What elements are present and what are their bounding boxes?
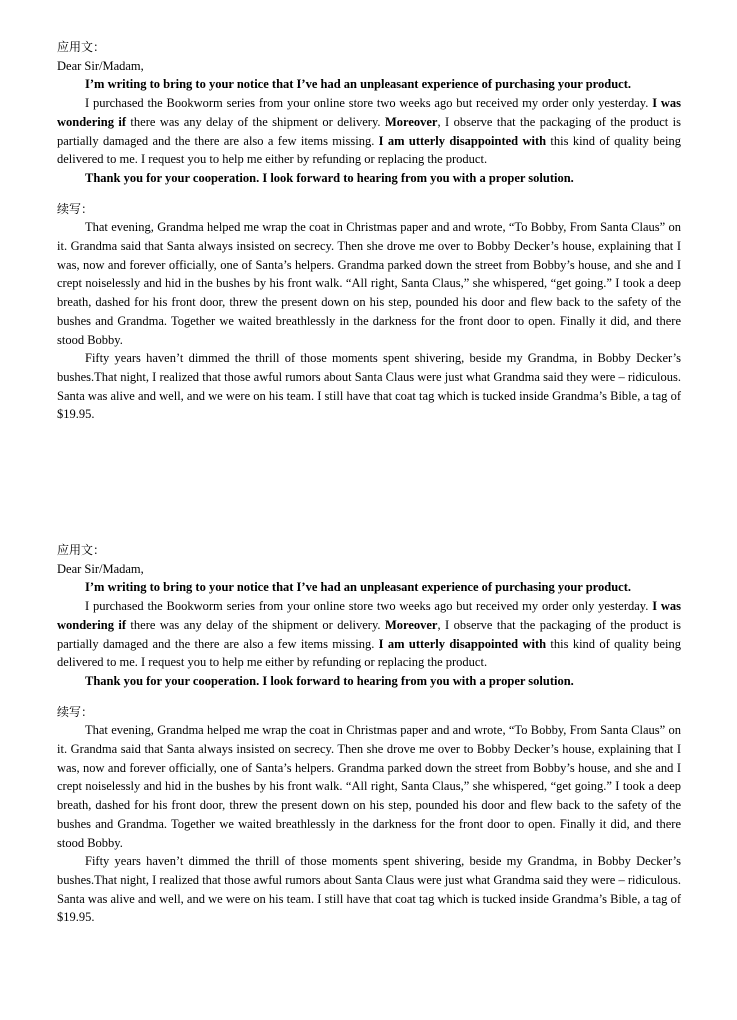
application-heading: 应用文： — [57, 543, 106, 557]
letter-body — [57, 597, 681, 672]
letter-phrase-bold: I was wondering if — [57, 599, 681, 632]
letter-phrase-bold: Moreover — [384, 617, 438, 632]
letter-text: , I observe that the packaging of the product is partially damaged and the there are also a few items missing. — [57, 617, 681, 651]
letter-phrase-bold: I am utterly disappointed with — [378, 133, 547, 148]
letter-text: this kind of quality being delivered to me. I request you to help me either by refunding or replacing the product. — [57, 636, 681, 670]
letter-text: there was any delay of the shipment or delivery. — [126, 617, 385, 632]
essay-block-2 — [57, 541, 681, 927]
application-heading: 应用文： — [57, 40, 106, 54]
letter-opening: I’m writing to bring to your notice that I’ve had an unpleasant experience of purchasing your product. — [85, 580, 631, 595]
essay-block-1 — [57, 38, 681, 424]
letter-body — [57, 94, 681, 169]
letter-text: there was any delay of the shipment or delivery. — [126, 114, 385, 129]
letter-text: this kind of quality being delivered to me. I request you to help me either by refunding or replacing the product. — [57, 133, 681, 167]
letter-text: , I observe that the packaging of the product is partially damaged and the there are also a few items missing. — [57, 114, 681, 148]
letter-text: I purchased the Bookworm series from your online store two weeks ago but received my order only yesterday. — [85, 96, 653, 111]
continuation-heading: 续写： — [57, 704, 94, 719]
letter-phrase-bold: I am utterly disappointed with — [378, 636, 547, 651]
continuation-paragraph-2: Fifty years haven’t dimmed the thrill of those moments spent shivering, beside my Grandma, in Bobby Decker’s bushes.That night, I realized that those awful rumors about Santa Claus were just what Grandma said they were – ridiculous. Santa was alive and well, and we were on his team. I still have that coat tag which is tucked inside Grandma’s Bible, a tag of $19.95. — [57, 854, 681, 925]
letter-closing: Thank you for your cooperation. I look forward to hearing from you with a proper solution. — [85, 673, 574, 688]
salutation: Dear Sir/Madam, — [57, 58, 144, 73]
continuation-heading: 续写： — [57, 201, 94, 216]
continuation-paragraph-1: That evening, Grandma helped me wrap the coat in Christmas paper and and wrote, “To Bobby, From Santa Claus” on it. Grandma said that Santa always insisted on secrecy. Then she drove me over to Bobby Decker’s house, explaining that I was, now and forever officially, one of Santa’s helpers. Grandma parked down the street from Bobby’s house, and she and I crept noiselessly and hid in the bushes by his front walk. “All right, Santa Claus,” she whispered, “get going.” I took a deep breath, dashed for his front door, threw the present down on his step, pounded his door and flew back to the safety of the bushes and Grandma. Together we waited breathlessly in the darkness for the front door to open. Finally it did, and there stood Bobby. — [57, 220, 681, 347]
salutation: Dear Sir/Madam, — [57, 561, 144, 576]
continuation-paragraph-2: Fifty years haven’t dimmed the thrill of those moments spent shivering, beside my Grandma, in Bobby Decker’s bushes.That night, I realized that those awful rumors about Santa Claus were just what Grandma said they were – ridiculous. Santa was alive and well, and we were on his team. I still have that coat tag which is tucked inside Grandma’s Bible, a tag of $19.95. — [57, 351, 681, 422]
letter-text: I purchased the Bookworm series from your online store two weeks ago but received my order only yesterday. — [85, 599, 653, 614]
letter-opening: I’m writing to bring to your notice that I’ve had an unpleasant experience of purchasing your product. — [85, 77, 631, 92]
letter-closing: Thank you for your cooperation. I look forward to hearing from you with a proper solution. — [85, 170, 574, 185]
letter-phrase-bold: I was wondering if — [57, 96, 681, 129]
letter-phrase-bold: Moreover — [384, 114, 438, 129]
continuation-paragraph-1: That evening, Grandma helped me wrap the coat in Christmas paper and and wrote, “To Bobby, From Santa Claus” on it. Grandma said that Santa always insisted on secrecy. Then she drove me over to Bobby Decker’s house, explaining that I was, now and forever officially, one of Santa’s helpers. Grandma parked down the street from Bobby’s house, and she and I crept noiselessly and hid in the bushes by his front walk. “All right, Santa Claus,” she whispered, “get going.” I took a deep breath, dashed for his front door, threw the present down on his step, pounded his door and flew back to the safety of the bushes and Grandma. Together we waited breathlessly in the darkness for the front door to open. Finally it did, and there stood Bobby. — [57, 723, 681, 850]
